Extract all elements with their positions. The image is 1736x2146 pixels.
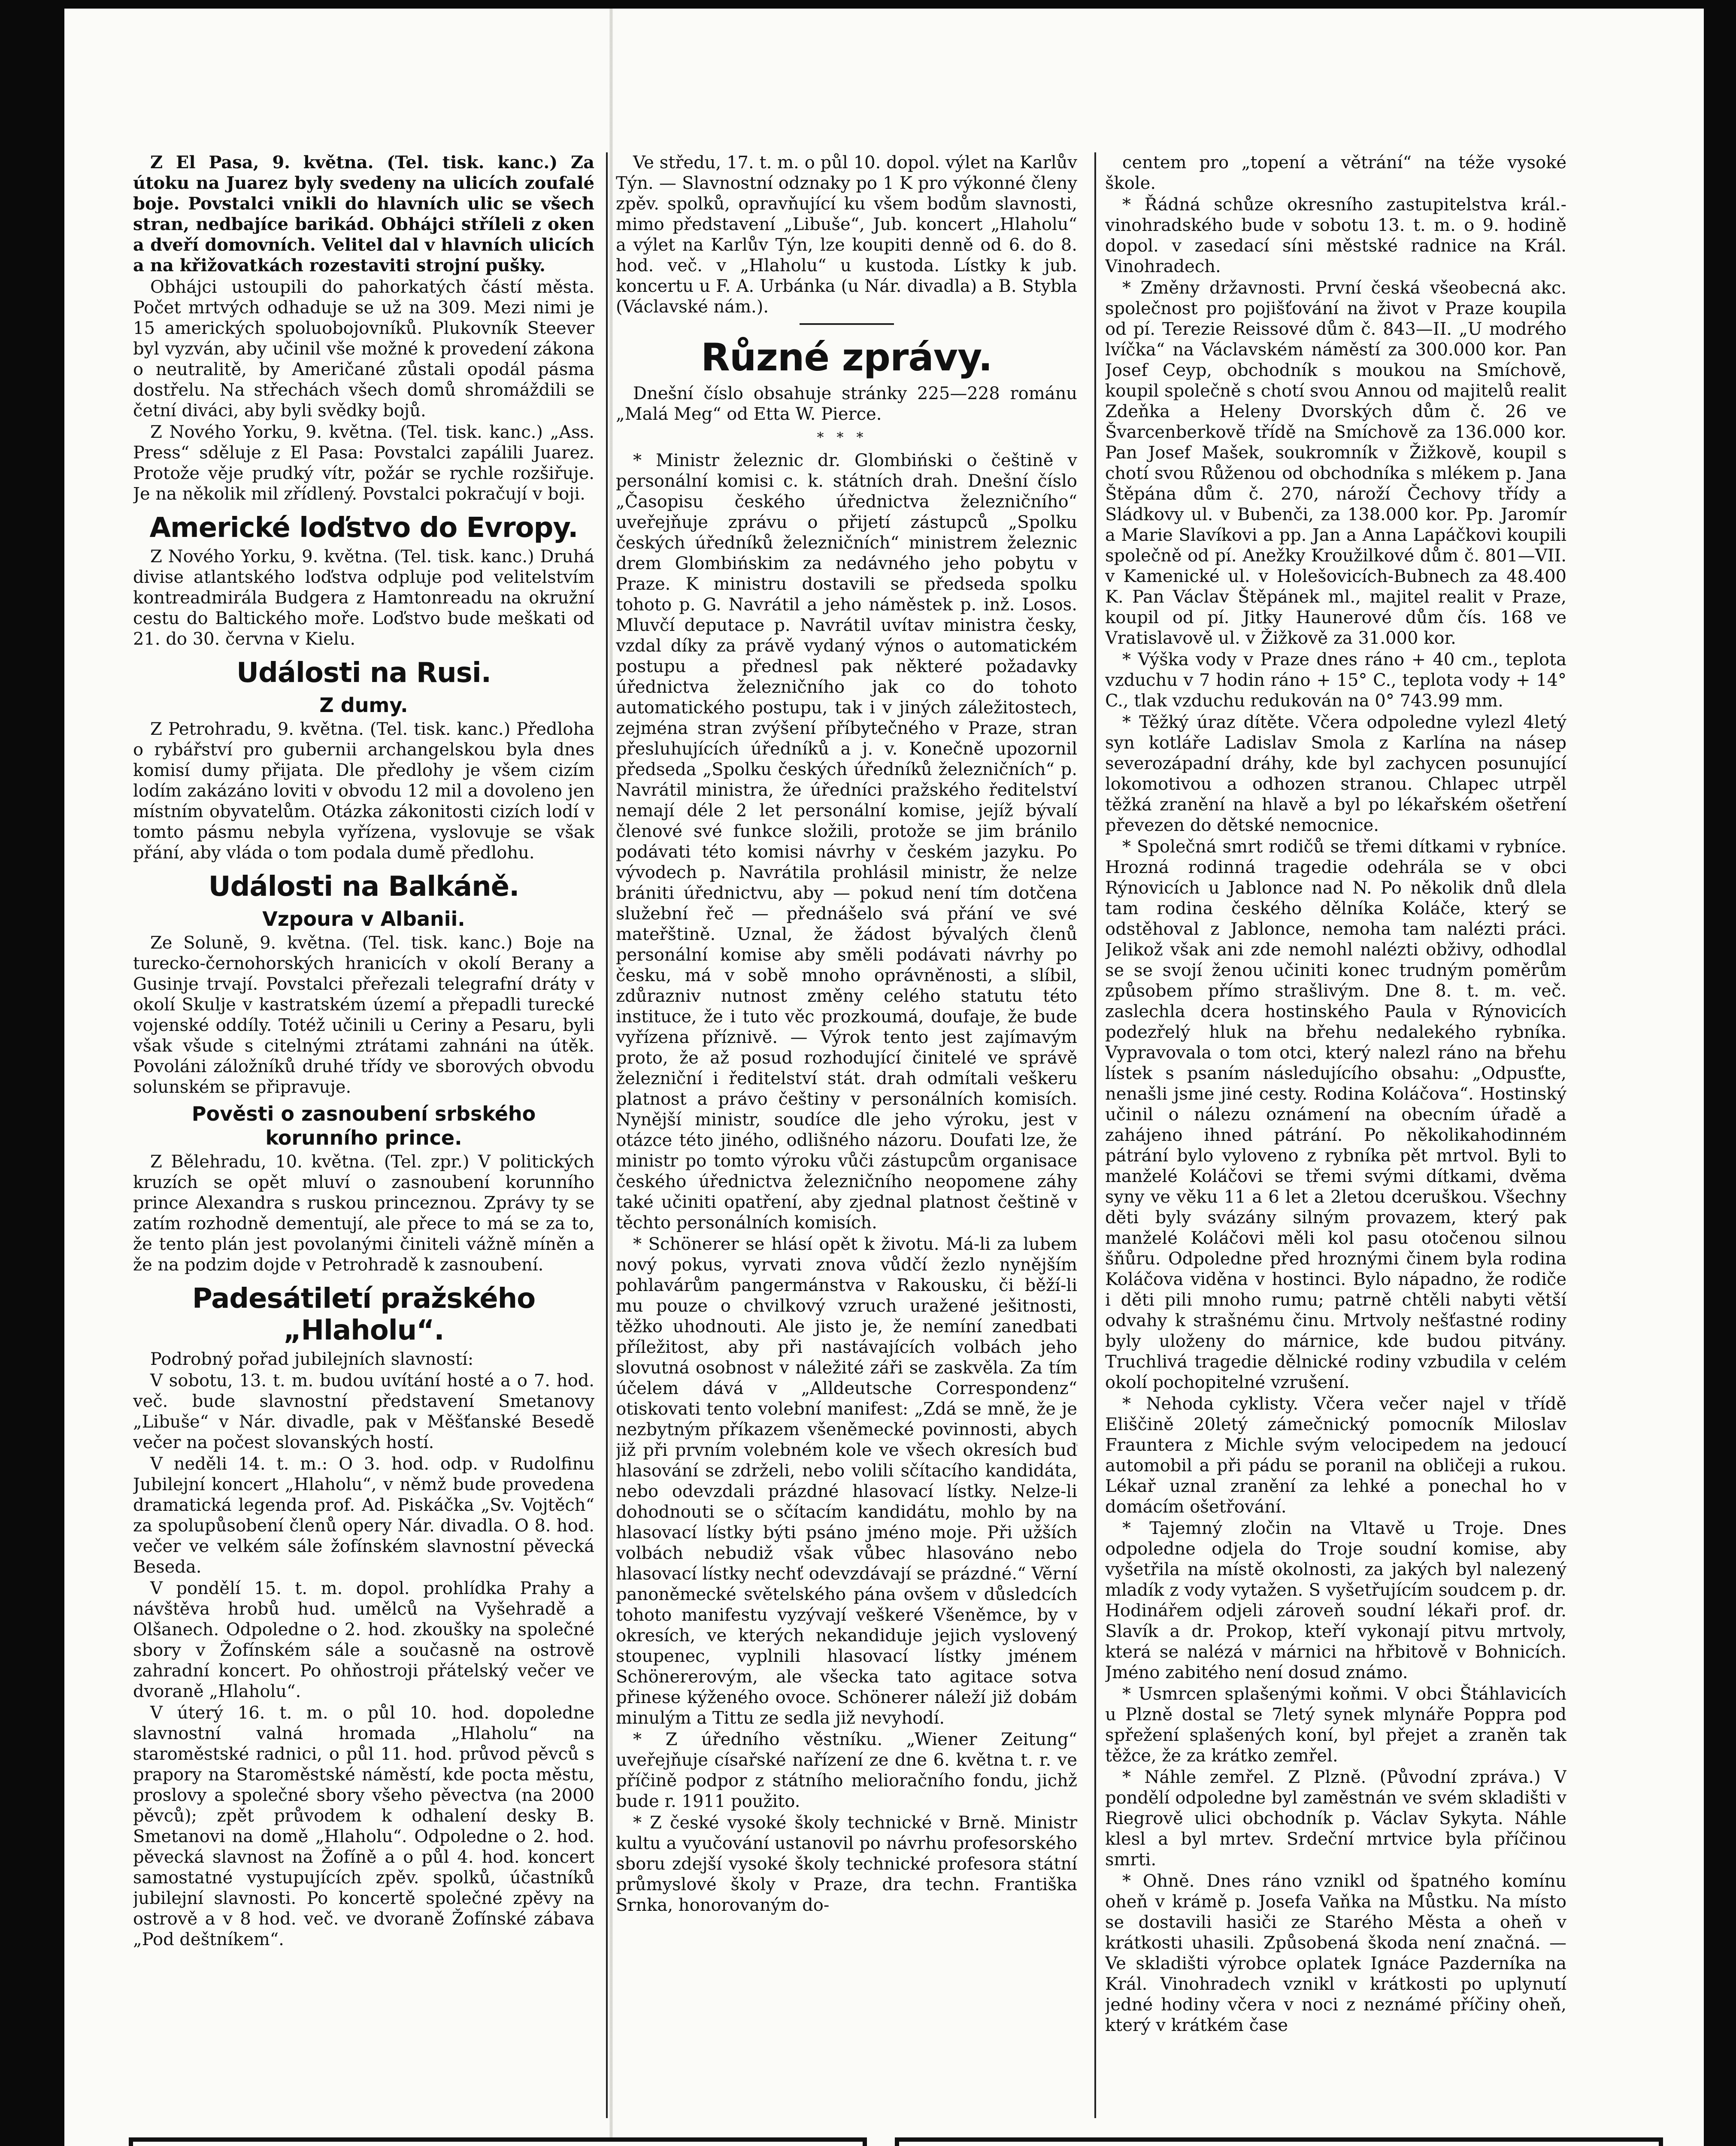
article-paragraph: * Nehoda cyklisty. Včera večer najel v třídě Eliščině 20letý zámečnický pomocník Miloslav Frauntera z Michle svým velocipedem na jedoucí automobil a při pádu se poranil na obličeji a rukou. Lékař uznal zranění za lehké a ponechal ho v domácím ošetřování. — [1105, 1394, 1566, 1517]
section-heading: Události na Rusi. — [236, 657, 491, 689]
article-paragraph: * Výška vody v Praze dnes ráno + 40 cm., teplota vzduchu v 7 hodin ráno + 15° C., teplota vody + 14° C., tlak vzduchu redukován na 0° 743.99 mm. — [1105, 650, 1566, 711]
section-heading: Různé zprávy. — [701, 335, 992, 379]
article-paragraph: * Náhle zemřel. Z Plzně. (Původní zpráva.) V pondělí odpoledne byl zaměstnán ve svém skladišti v Riegrově ulici obchodník p. Václav Sykyta. Náhle klesl a byl mrtev. Srdeční mrtvice byla příčinou smrti. — [1105, 1767, 1566, 1870]
column-rule — [1094, 152, 1096, 2118]
article-paragraph: * Společná smrt rodičů se třemi dítkami v rybníce. Hrozná rodinná tragedie odehrála se v obci Rýnovicích u Jablonce nad N. Po několik dnů dlela tam rodina českého dělníka Koláče, který se odstěhoval z Jablonce, nemoha tam nalézti práci. Jelikož však ani zde nemohl nalézti obživy, odhodlal se se svojí ženou učiniti konec trudným poměrům způsobem přímo strašlivým. Dne 8. t. m. več. zaslechla dcera hostinského Paula v Rýnovicích podezřelý hluk na břehu nedalekého rybníka. Vypravovala o tom otci, který nalezl ráno na břehu lístek s psaním následujícího obsahu: „Odpusťte, nenašli jsme jiné cesty. Rodina Koláčova“. Hostinský učinil o nálezu oznámení na obecním úřadě a zahájeno ihned pátrání. Po několikahodinném pátrání bylo vyloveno z rybníka pět mrtvol. Byli to manželé Koláčovi se třemi svými dítkami, dvěma syny ve věku 11 a 6 let a 2letou dceruškou. Všechny děti byly svázány silným provazem, který pak manželé Koláčovi měli kol pasu otočenou silnou šňůru. Odpoledne před hroznými činem byla rodina Koláčova viděna v hostinci. Bylo nápadno, že rodiče i děti pili mnoho rumu; patrně chtěli nabyti větší odvahy k strašnému činu. Mrtvoly nešťastné rodiny byly uloženy do márnice, kde budou pitvány. Truchlivá tragedie dělnické rodiny vzbudila v celém okolí pochopitelné vzrušení. — [1105, 837, 1566, 1392]
article-paragraph: * Změny državnosti. První česká všeobecná akc. společnost pro pojišťování na život v Praze koupila od pí. Terezie Reissové dům č. 843—II. „U modrého lvíčka“ na Václavském náměstí za 300.000 kor. Pan Josef Ceyp, obchodník s moukou na Smíchově, koupil společně s chotí svou Annou od majitelů realit Zdeňka a Heleny Dvorských dům č. 26 ve Švarcenberkově třídě na Smíchově za 136.000 kor. Pan Josef Mašek, soukromník v Žižkově, koupil s chotí svou Růženou od obchodníka s mlékem p. Jana Štěpána dům č. 270, nároží Čechovy třídy a Sládkovy ul. v Bubenči, za 138.000 kor. Pp. Jaromír a Marie Slavíkovi a pp. Jan a Anna Lapáčkovi koupili společně od pí. Anežky Kroužilkové dům č. 801—VII. v Kamenické ul. v Holešovicích-Bubnech za 48.400 K. Pan Václav Štěpánek ml., majitel realit v Praze, koupil od pí. Jitky Haunerové dům čís. 168 ve Vratislavově ul. v Žižkově za 31.000 kor. — [1105, 278, 1566, 648]
page-crease — [609, 9, 613, 2146]
article-paragraph: Podrobný pořad jubilejních slavností: — [150, 1349, 474, 1369]
article-paragraph: Ze Soluně, 9. května. (Tel. tisk. kanc.) Boje na turecko-černohorských hranicích v okolí Berany a Gusinje trvají. Povstalci přeřezali telegrafní dráty v okolí Skulje v kastratském území a přepadli turecké vojenské oddíly. Totéž učinili u Ceriny a Pesaru, byli však všude s citelnými ztrátami zahnáni na útěk. Povoláni záložníků druhé třídy ve sborových obvodu solunském se připravuje. — [133, 933, 594, 1097]
advertisement-panske — [895, 2137, 1663, 2146]
article-paragraph: * Z úředního věstníku. „Wiener Zeitung“ uveřejňuje císařské nařízení ze dne 6. května t. r. ve příčině podpor z státního melioračního fondu, jichž bude r. 1911 použito. — [616, 1730, 1077, 1811]
asterism-icon: *** — [817, 429, 876, 446]
separator — [800, 323, 894, 325]
column-1 — [133, 152, 594, 2122]
section-subheading: Pověsti o zasnoubení srbského korunního prince. — [191, 1102, 536, 1149]
article-paragraph: Z Bělehradu, 10. května. (Tel. zpr.) V politických kruzích se opět mluví o zasnoubení korunního prince Alexandra s ruskou princeznou. Zprávy ty se zatím rozhodně dementují, ale přece to má se za to, že tento plán jest povolanými činiteli vážně míněn a že na podzim dojde v Petrohradě k zasnoubení. — [133, 1152, 594, 1275]
section-heading: Padesátiletí pražského „Hlaholu“. — [192, 1283, 536, 1346]
article-paragraph: centem pro „topení a větrání“ na téže vysoké škole. — [1105, 153, 1566, 193]
section-subheading: Vzpoura v Albanii. — [262, 907, 465, 931]
article-paragraph: V neděli 14. t. m.: O 3. hod. odp. v Rudolfinu Jubilejní koncert „Hlaholu“, v němž bude provedena dramatická legenda prof. Ad. Piskáčka „Sv. Vojtěch“ za spolupůsobení členů opery Nár. divadla. O 8. hod. večer ve velkém sále žofínském slavnostní pěvecká Beseda. — [133, 1454, 594, 1577]
article-paragraph: V sobotu, 13. t. m. budou uvítání hosté a o 7. hod. več. bude slavnostní představení Smetanovy „Libuše“ v Nár. divadle, pak v Měšťanské Besedě večer na počest slovanských hostí. — [133, 1371, 594, 1452]
article-paragraph: Ve středu, 17. t. m. o půl 10. dopol. výlet na Karlův Týn. — Slavnostní odznaky po 1 K pro výkonné členy zpěv. spolků, opravňující ku všem bodům slavnosti, mimo představení „Libuše“, Jub. koncert „Hlaholu“ a výlet na Karlův Týn, lze koupiti denně od 6. do 8. hod. več. v „Hlaholu“ u kustoda. Lístky k jub. koncertu u F. A. Urbánka (u Nár. divadla) a B. Stybla (Václavské nám.). — [616, 153, 1077, 317]
article-paragraph: V úterý 16. t. m. o půl 10. hod. dopoledne slavnostní valná hromada „Hlaholu“ na staroměstské radnici, o půl 11. hod. průvod pěvců s prapory na Staroměstské náměstí, kde pocta městu, proslovy a společné sbory všeho pěvectva (na 2000 pěvců); zpět průvodem k odhalení desky B. Smetanovi na domě „Hlaholu“. Odpoledne o 2. hod. pěvecká slavnost na Žofíně a o půl 4. hod. koncert samostatné vystupujících zpěv. spolků, účastníků jubilejní slavnosti. Po koncertě společné zpěvy na ostrově a v 8 hod. več. ve dvoraně Žofínské zábava „Pod deštníkem“. — [133, 1703, 594, 1949]
newspaper-page — [64, 9, 1704, 2146]
advertisement-damske — [129, 2137, 867, 2146]
article-paragraph: * Ohně. Dnes ráno vznikl od špatného komínu oheň v krámě p. Josefa Vaňka na Můstku. Na místo se dostavili hasiči ze Starého Města a oheň v krátkosti uhasili. Způsobená škoda není značná. — Ve skladišti výrobce oplatek Ignáce Pazderníka na Král. Vinohradech vznikl v krátkosti po uplynutí jedné hodiny včera v noci z neznámé příčiny oheň, který v krátkém čase — [1105, 1871, 1566, 2035]
article-paragraph: Obhájci ustoupili do pahorkatých částí města. Počet mrtvých odhaduje se už na 309. Mezi nimi je 15 amerických spoluobojovníků. Plukovník Steever byl vyzván, aby učinil vše možné k provedení zákona o neutralitě, by Američané zůstali opodál pásma dostřelu. Na střechách všech domů shromáždili se četní diváci, aby byli svědky bojů. — [133, 277, 594, 421]
column-rule — [606, 152, 608, 2118]
article-paragraph: Dnešní číslo obsahuje stránky 225—228 románu „Malá Meg“ od Etta W. Pierce. — [616, 384, 1077, 424]
article-paragraph: * Řádná schůze okresního zastupitelstva král.-vinohradského bude v sobotu 13. t. m. o 9. hodině dopol. v zasedací síni městské radnice na Král. Vinohradech. — [1105, 195, 1566, 276]
column-3 — [1105, 152, 1566, 2122]
section-heading: Americké loďstvo do Evropy. — [149, 512, 578, 544]
article-paragraph: Z Petrohradu, 9. května. (Tel. tisk. kanc.) Předloha o rybářství pro gubernii archangelskou byla dnes komisí dumy přijata. Dle předlohy je všem cizím lodím zakázáno loviti v obvodu 12 mil a dovoleno jen místním obyvatelům. Otázka zákonitosti cizích lodí v tomto pásmu nebyla vyřízena, vyslovuje se však přání, aby vláda o tom podala dumě předlohu. — [133, 719, 594, 863]
article-paragraph: * Tajemný zločin na Vltavě u Troje. Dnes odpoledne odjela do Troje soudní komise, aby vyšetřila na místě okolnosti, za jakých byl nalezený mladík z vody vytažen. S vyšetřujícím soudcem p. dr. Hodinářem odjeli zároveň soudní lékaři prof. dr. Slavík a dr. Prokop, kteří vykonají pitvu mrtvoly, která se nalézá v márnici na hřbitově v Bohnicích. Jméno zabitého není dosud známo. — [1105, 1519, 1566, 1682]
section-heading: Události na Balkáně. — [208, 871, 519, 903]
article-paragraph: Z Nového Yorku, 9. května. (Tel. tisk. kanc.) Druhá divise atlantského loďstva odpluje pod velitelstvím kontreadmirála Budgera z Hamtonreadu na okružní cestu do Baltického moře. Loďstvo bude meškati od 21. do 30. června v Kielu. — [133, 547, 594, 649]
article-paragraph: * Z české vysoké školy technické v Brně. Ministr kultu a vyučování ustanovil po návrhu profesorského sboru zdejší vysoké školy technické profesora státní průmyslové školy v Praze, dra techn. Františka Srnka, honorovaným do- — [616, 1813, 1077, 1915]
article-paragraph: V pondělí 15. t. m. dopol. prohlídka Prahy a návštěva hrobů hud. umělců na Vyšehradě a Olšanech. Odpoledne o 2. hod. zkoušky na společné sbory v Žofínském sále a současně na ostrově zahradní koncert. Po ohňostroji přátelský večer ve dvoraně „Hlaholu“. — [133, 1579, 594, 1701]
article-paragraph: * Těžký úraz dítěte. Včera odpoledne vylezl 4letý syn kotláře Ladislav Smola z Karlína na násep severozápadní dráhy, kde byl zachycen posunující lokomotivou a odhozen stranou. Chlapec utrpěl těžká zranění na hlavě a byl po lékařském ošetření převezen do dětské nemocnice. — [1105, 712, 1566, 835]
article-paragraph: Z Nového Yorku, 9. května. (Tel. tisk. kanc.) „Ass. Press“ sděluje z El Pasa: Povstalci zapálili Juarez. Protože věje prudký vítr, požár se rychle rozšiřuje. Je na několik mil zřídlený. Povstalci pokračují v boji. — [133, 422, 594, 504]
article-paragraph: * Ministr železnic dr. Glombiński o češtině v personální komisi c. k. státních drah. Dnešní číslo „Časopisu českého úřednictva železničního“ uveřejňuje zprávu o přijetí zástupců „Spolku českých úředníků železničních“ ministrem železnic drem Glombińskim za nedávného jeho pobytu v Praze. K ministru dostavili se předseda spolku tohoto p. G. Navrátil a jeho náměstek p. inž. Losos. Mluvčí deputace p. Navrátil uvítav ministra česky, vzdal díky za právě vydaný výnos o automatickém postupu a přednesl pak některé požadavky úřednictva železničního jak co do tohoto automatického postupu, tak i v jiných záležitostech, zejména stran zvýšení příbytečného v Praze, stran přesluhujících úředníků a j. v. Konečně upozornil předseda „Spolku českých úředníků železničních“ p. Navrátil ministra, že úředníci pražského ředitelství nemají déle 2 let personální komise, jejíž bývalí členové své funkce složili, protože se jim bránilo podávati této komisi návrhy v českém jazyku. Po vývodech p. Navrátila prohlásil ministr, že nelze brániti úřednictvu, aby — pokud není tím dotčena služební řeč — přednášelo svá přání ve své mateřštině. Uznal, že žádost bývalých členů personální komise aby směli podávati návrhy po česku, má v sobě mnoho oprávněnosti, a slíbil, zdůrazniv nutnost změny celého statutu této instituce, že i tuto věc prozkoumá, doufaje, že bude vyřízena příznivě. — Výrok tento jest zajímavým proto, že až posud rozhodující činitelé ve správě železniční i ředitelství stát. drah odmítali veškeru platnost a právo češtiny v personálních komisích. Nynější ministr, soudíce dle jeho výroku, jest v otázce této jiného, odlišného názoru. Doufati lze, že ministr po tomto výroku vůči zástupcům organisace českého úřednictva železničního neopomene záhy také učiniti opatření, aby zjednal platnost češtině v těchto personálních komisích. — [616, 451, 1077, 1233]
article-paragraph: * Usmrcen splašenými koňmi. V obci Štáhlavicích u Plzně dostal se 7letý synek mlynáře Poppra pod spřežení splašených koní, byl přejet a zraněn tak těžce, že za krátko zemřel. — [1105, 1684, 1566, 1766]
section-subheading: Z dumy. — [319, 694, 408, 717]
column-2 — [616, 152, 1077, 2122]
article-paragraph: Z El Pasa, 9. května. (Tel. tisk. kanc.) Za útoku na Juarez byly svedeny na ulicích zoufalé boje. Povstalci vnikli do hlavních ulic se všech stran, nedbajíce barikád. Obhájci stříleli z oken a dveří domovních. Velitel dal v hlavních ulicích a na křižovatkách rozestaviti strojní pušky. — [133, 152, 594, 276]
article-paragraph: * Schönerer se hlásí opět k životu. Má-li za lubem nový pokus, vyrvati znova vůdčí žezlo nynějším pohlavárům pangermánstva v Rakousku, či běží-li mu pouze o chvilkový vzruch uražené ješitnosti, těžko uhodnouti. Ale jisto je, že nemíní zanedbati příležitost, aby při nastávajících volbách jeho slovutná osobnost v náležité záři se zaskvěla. Za tím účelem dává v „Alldeutsche Correspondenz“ otiskovati tento volební manifest: „Zdá se mně, že je nezbytným příkazem všeněmecké povinnosti, abych již při prvním volebném kole ve všech okresích buď hlasování se zdrželi, nebo volili sčítacího kandidáta, nebo odevzdali prázdné hlasovací lístky. Nelze-li dohodnouti se o sčítacím kandidátu, mohlo by na hlasovací lístky býti psáno jméno moje. Při užších volbách nebudiž však vůbec hlasováno nebo hlasovací lístky nechť odevzdávají se prázdné.“ Věrní panoněmecké světelského pána ovšem v důsledcích tohoto manifestu vyzývají veškeré Všeněmce, by v okresích, ve kterých nekandiduje jejich vyslovený stoupenec, vyplnili hlasovací lístky jménem Schönererovým, ale všecka tato agitace sotva přinese kýženého ovoce. Schönerer náleží již dobám minulým a Tittu ze sedla již nevyhodí. — [616, 1234, 1077, 1728]
